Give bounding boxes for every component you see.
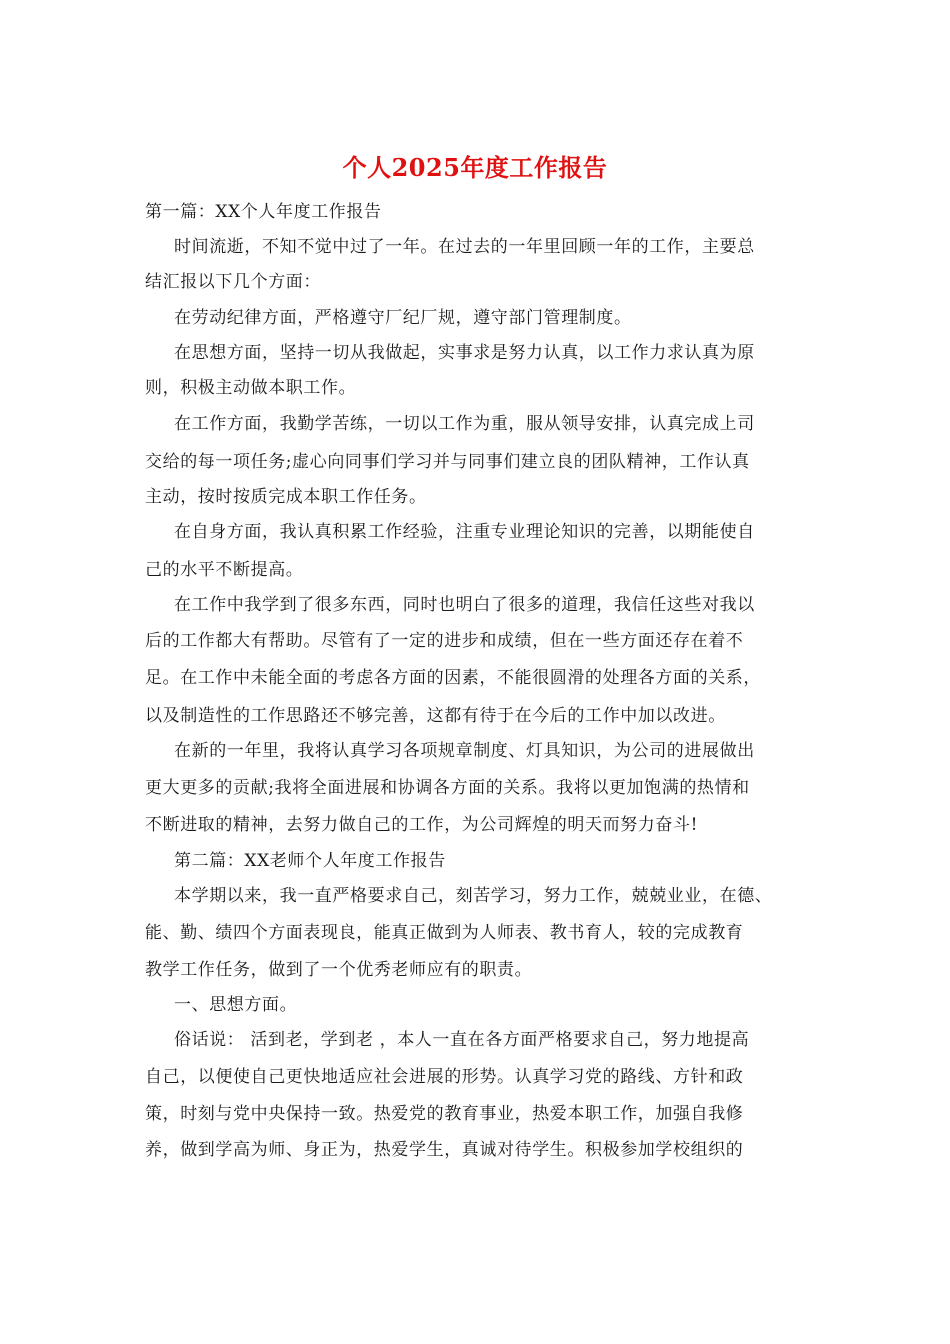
paragraph-line: 以及制造性的工作思路还不够完善，这都有待于在今后的工作中加以改进。	[145, 706, 726, 726]
paragraph-line: 俗话说： 活到老，学到老 ，本人一直在各方面严格要求自己，努力地提高	[174, 1030, 750, 1050]
document-title: 个人2025年度工作报告	[342, 153, 608, 182]
paragraph-line: 足。在工作中未能全面的考虑各方面的因素，不能很圆滑的处理各方面的关系，	[145, 668, 761, 688]
paragraph-line: 在工作方面，我勤学苦练，一切以工作为重，服从领导安排，认真完成上司	[174, 414, 755, 434]
paragraph-line: 能、勤、绩四个方面表现良，能真正做到为人师表、教书育人，较的完成教育	[145, 923, 744, 943]
paragraph-line: 教学工作任务，做到了一个优秀老师应有的职责。	[145, 960, 533, 980]
paragraph-line: 主动，按时按质完成本职工作任务。	[145, 487, 427, 507]
section-heading-2: 第二篇：XX老师个人年度工作报告	[174, 851, 446, 871]
paragraph-line: 后的工作都大有帮助。尽管有了一定的进步和成绩，但在一些方面还存在着不	[145, 631, 744, 651]
paragraph-line: 结汇报以下几个方面：	[145, 272, 321, 292]
section-heading-1: 第一篇：XX个人年度工作报告	[145, 202, 382, 222]
paragraph-line: 策，时刻与党中央保持一致。热爱党的教育事业，热爱本职工作，加强自我修	[145, 1104, 744, 1124]
paragraph-line: 自己，以便使自己更快地适应社会进展的形势。认真学习党的路线、方针和政	[145, 1067, 744, 1087]
paragraph-line: 在劳动纪律方面，严格遵守厂纪厂规，遵守部门管理制度。	[174, 308, 632, 328]
paragraph-line: 在思想方面，坚持一切从我做起，实事求是努力认真，以工作力求认真为原	[174, 343, 755, 363]
paragraph-line: 在新的一年里，我将认真学习各项规章制度、灯具知识，为公司的进展做出	[174, 741, 755, 761]
paragraph-line: 本学期以来，我一直严格要求自己，刻苦学习，努力工作，兢兢业业，在德、	[174, 886, 773, 906]
subsection-heading: 一、思想方面。	[174, 995, 298, 1015]
paragraph-line: 则，积极主动做本职工作。	[145, 378, 357, 398]
paragraph-line: 更大更多的贡献;我将全面进展和协调各方面的关系。我将以更加饱满的热情和	[145, 778, 750, 798]
paragraph-line: 不断进取的精神，去努力做自己的工作，为公司辉煌的明天而努力奋斗!	[145, 815, 699, 835]
paragraph-line: 交给的每一项任务;虚心向同事们学习并与同事们建立良的团队精神，工作认真	[145, 452, 750, 472]
paragraph-line: 时间流逝，不知不觉中过了一年。在过去的一年里回顾一年的工作，主要总	[174, 237, 755, 257]
paragraph-line: 在工作中我学到了很多东西，同时也明白了很多的道理，我信任这些对我以	[174, 595, 755, 615]
paragraph-line: 己的水平不断提高。	[145, 560, 304, 580]
paragraph-line: 养，做到学高为师、身正为，热爱学生，真诚对待学生。积极参加学校组织的	[145, 1140, 744, 1160]
paragraph-line: 在自身方面，我认真积累工作经验，注重专业理论知识的完善，以期能使自	[174, 522, 755, 542]
